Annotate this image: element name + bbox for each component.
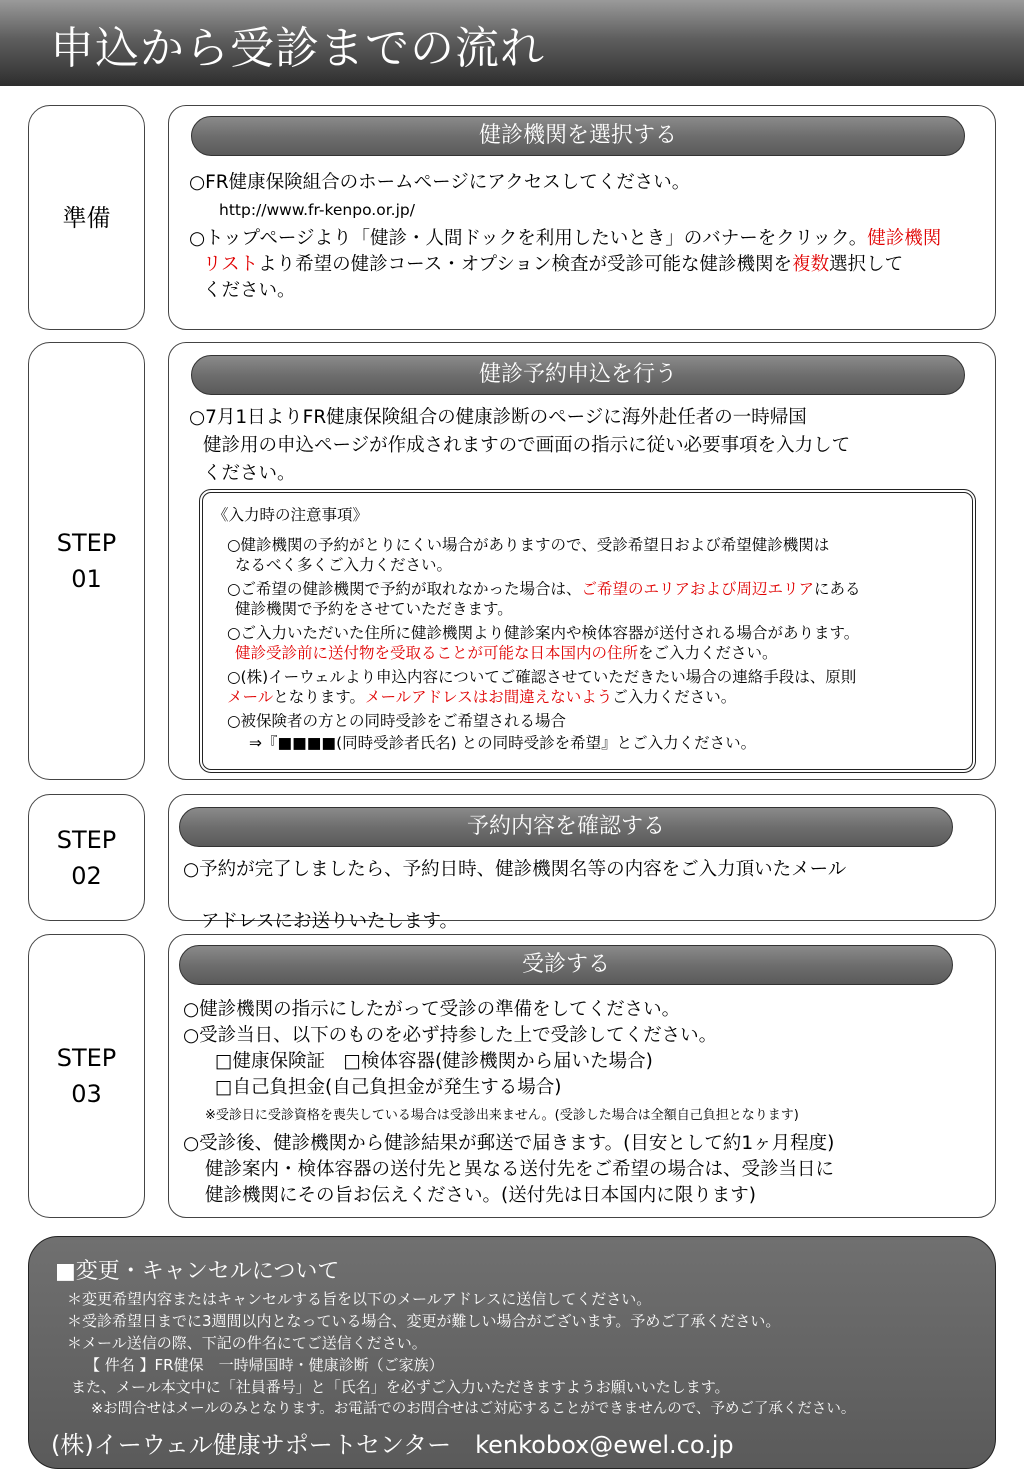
- step01-line-1: ○7月1日よりFR健康保険組合の健康診断のページに海外赴任者の一時帰国: [189, 407, 807, 428]
- step02-line-2: アドレスにお送りいたします。: [201, 911, 458, 932]
- note-3b: [235, 643, 778, 663]
- step01-line-3: ください。: [203, 463, 296, 484]
- note-2c-text: にある: [814, 580, 861, 598]
- label-step02-text: STEP 02: [56, 825, 117, 890]
- note-4b-text: となります。: [273, 688, 365, 706]
- prep-line-4-red2: 複数: [792, 254, 830, 275]
- label-prep: [28, 105, 145, 330]
- prep-line-3-red: 健診機関: [867, 228, 942, 249]
- label-step02: [28, 794, 145, 921]
- step02-line-1: ○予約が完了しましたら、予約日時、健診機関名等の内容をご入力頂いたメール: [183, 859, 847, 880]
- note-3-red: 健診受診前に送付物を受取ることが可能な日本国内の住所: [235, 644, 639, 662]
- section-step03: [168, 934, 996, 1218]
- prep-line-3-text: ○トップページより「健診・人間ドックを利用したいとき」のバナーをクリック。: [189, 228, 868, 249]
- cancel-title: ■変更・キャンセルについて: [55, 1259, 340, 1284]
- note-5a: ○被保険者の方との同時受診をご希望される場合: [227, 712, 567, 730]
- label-step01-text: STEP 01: [56, 529, 117, 593]
- step03-line-4: □自己負担金(自己負担金が発生する場合): [215, 1077, 562, 1098]
- prep-line-1: ○FR健康保険組合のホームページにアクセスしてください。: [189, 172, 691, 193]
- label-step01: [28, 342, 145, 780]
- label-step03: [28, 934, 145, 1218]
- note-4a: ○(株)イーウェルより申込内容についてご確認させていただきたい場合の連絡手段は、原則: [227, 668, 857, 686]
- cancel-bullet-2: ＊受診希望日までに3週間以内となっている場合、変更が難しい場合がございます。予めご了承ください。: [67, 1312, 781, 1330]
- note-4c-text: ご入力ください。: [612, 688, 737, 706]
- prep-line-4: [203, 252, 903, 278]
- prep-line-3: [189, 226, 941, 252]
- section-prep: [168, 105, 996, 330]
- section-step02: [168, 794, 996, 932]
- contact-email[interactable]: (株)イーウェル健康サポートセンター kenkobox@ewel.co.jp: [51, 1431, 734, 1459]
- prep-url[interactable]: http://www.fr-kenpo.or.jp/: [219, 201, 415, 219]
- cancel-inquiry-note: ※お問合せはメールのみとなります。お電話でのお問合せはご対応することができませんので、予めご了承ください。: [91, 1401, 856, 1417]
- step03-line-1: ○健診機関の指示にしたがって受診の準備をしてください。: [183, 999, 681, 1020]
- prep-line-4-red: リスト: [203, 254, 259, 275]
- note-2a: [227, 579, 861, 599]
- prep-line-4-text: より希望の健診コース・オプション検査が受診可能な健診機関を: [258, 254, 793, 275]
- note-4-red: メール: [227, 688, 274, 706]
- cancel-bullet-4: また、メール本文中に「社員番号」と「氏名」を必ずご入力いただきますようお願いいたします。: [71, 1378, 730, 1396]
- cancel-subject: 【 件名 】FR健保 一時帰国時・健康診断（ご家族）: [85, 1356, 444, 1374]
- change-cancel-box: [28, 1236, 996, 1469]
- step03-line-3: □健康保険証 □検体容器(健診機関から届いた場合): [215, 1051, 653, 1072]
- note-5b: ⇒『■■■■(同時受診者氏名) との同時受診を希望』とご入力ください。: [249, 734, 757, 752]
- input-notes-box: [199, 489, 976, 773]
- label-step03-text: STEP 03: [56, 1044, 117, 1108]
- cancel-bullet-1: ＊変更希望内容またはキャンセルする旨を以下のメールアドレスに送信してください。: [67, 1290, 652, 1308]
- note-3a: ○ご入力いただいた住所に健診機関より健診案内や検体容器が送付される場合があります。: [227, 624, 860, 642]
- note-3c-text: をご入力ください。: [638, 644, 778, 662]
- prep-line-5: ください。: [203, 280, 296, 301]
- note-1b: なるべく多くご入力ください。: [235, 556, 453, 574]
- note-1a: ○健診機関の予約がとりにくい場合がありますので、受診希望日および希望健診機関は: [227, 536, 830, 554]
- pill-confirm-reservation: 予約内容を確認する: [179, 807, 953, 847]
- prep-line-4-text2: 選択して: [829, 254, 904, 275]
- step03-line-6: 健診案内・検体容器の送付先と異なる送付先をご希望の場合は、受診当日に: [205, 1159, 835, 1180]
- step03-line-5: ○受診後、健診機関から健診結果が郵送で届きます。(目安として約1ヶ月程度): [183, 1133, 835, 1154]
- step03-note: ※受診日に受診資格を喪失している場合は受診出来ません。(受診した場合は全額自己負担となります): [205, 1108, 799, 1123]
- step01-line-2: 健診用の申込ページが作成されますので画面の指示に従い必要事項を入力して: [203, 435, 851, 456]
- header-bar: [0, 0, 1024, 86]
- pill-consultation: 受診する: [179, 945, 953, 985]
- note-4-red2: メールアドレスはお間違えないよう: [364, 688, 613, 706]
- note-2a-text: ○ご希望の健診機関で予約が取れなかった場合は、: [227, 580, 582, 598]
- label-prep-text: 準備: [62, 203, 111, 232]
- pill-apply-reservation: 健診予約申込を行う: [191, 355, 965, 395]
- note-2d: 健診機関で予約をさせていただきます。: [235, 600, 513, 618]
- pill-select-institution: 健診機関を選択する: [191, 116, 965, 156]
- page-title: 申込から受診までの流れ: [50, 23, 545, 74]
- step03-line-7: 健診機関にその旨お伝えください。(送付先は日本国内に限ります): [205, 1185, 756, 1206]
- note-4b: [227, 687, 736, 707]
- section-step01: [168, 342, 996, 780]
- step03-line-2: ○受診当日、以下のものを必ず持参した上で受診してください。: [183, 1025, 718, 1046]
- note-2-red: ご希望のエリアおよび周辺エリア: [581, 580, 815, 598]
- cancel-bullet-3: ＊メール送信の際、下記の件名にてご送信ください。: [67, 1334, 427, 1352]
- notes-title: 《入力時の注意事項》: [213, 506, 369, 524]
